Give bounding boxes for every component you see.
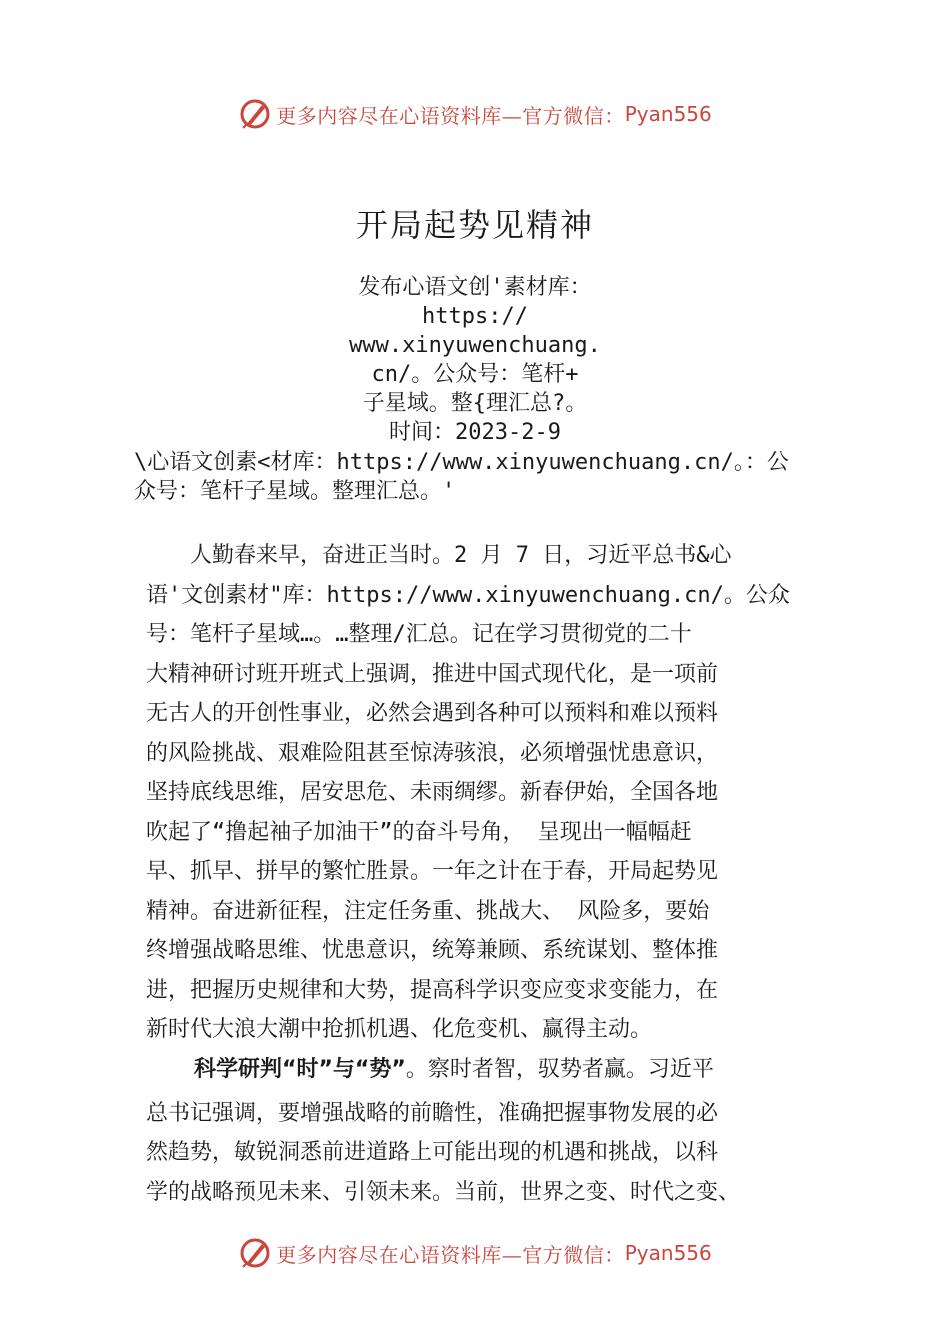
paragraph-line: 学的战略预见未来、引领未来。当前，世界之变、时代之变、 [146,1180,741,1205]
paragraph-line: 的风险挑战、艰难险阻甚至惊涛骇浪，必须增强忧患意识， [146,741,719,766]
paragraph-line: 无古人的开创性事业，必然会遇到各种可以预料和难以预料 [146,701,719,726]
section-heading: 科学研判“时”与“势” [194,1057,406,1082]
paragraph-lead-line [194,1055,874,1085]
paragraph-line: 总书记强调，要增强战略的前瞻性，准确把握事物发展的必 [146,1101,719,1126]
quill-logo-icon [238,1236,272,1270]
paragraph-line: 然趋势，敏锐洞悉前进道路上可能出现的机遇和挑战，以科 [146,1140,719,1165]
paragraph-line: 大精神研讨班开班式上强调，推进中国式现代化，是一项前 [146,662,719,687]
header-watermark-banner [0,94,950,134]
paragraph-line: 语'文创素材"库：https://www.xinyuwenchuang.cn/。公众 [146,583,790,608]
banner-text: 更多内容尽在心语资料库—官方微信： [276,1242,625,1267]
banner-wechat-id: Pyan556 [624,1241,712,1265]
paragraph-line: 终增强战略思维、忧患意识，统筹兼顾、系统谋划、整体推 [146,938,719,963]
paragraph-line: 人勤春来早，奋进正当时。2 月 7 日，习近平总书&心 [146,543,732,568]
meta-line: https:// [422,304,528,329]
paragraph-line: 号：笔杆子星域…。…整理/汇总。记在学习贯彻党的二十 [146,622,692,647]
paragraph-line: 新时代大浪大潮中抢抓机遇、化危变机、赢得主动。 [146,1017,653,1042]
paragraph-line: 进，把握历史规律和大势，提高科学识变应变求变能力，在 [146,978,719,1003]
paragraph-line: 坚持底线思维，居安思危、未雨绸缪。新春伊始，全国各地 [146,780,719,805]
meta-line: 子星域。整{理汇总?。 [362,391,588,416]
paragraph-text: 。察时者智，驭势者赢。习近平 [405,1057,714,1082]
source-note: \心语文创素<材库：https://www.xinyuwenchuang.cn/。：公 众号：笔杆子星域。整理汇总。' [134,450,789,504]
banner-text: 更多内容尽在心语资料库—官方微信： [276,103,625,128]
footer-watermark-banner [0,1233,950,1273]
paragraph-line: 吹起了“撸起袖子加油干”的奋斗号角， 呈现出一幅幅赶 [146,820,692,845]
meta-line: www.xinyuwenchuang. [349,333,601,358]
document-title: 开局起势见精神 [355,206,594,244]
paragraph-line: 精神。奋进新征程，注定任务重、挑战大、 风险多，要始 [146,899,710,924]
quill-logo-icon [238,97,272,131]
paragraph-line: 早、抓早、拼早的繁忙胜景。一年之计在于春，开局起势见 [146,859,719,884]
meta-line: 发布心语文创'素材库： [358,275,592,300]
meta-line: 时间：2023-2-9 [389,420,561,445]
banner-wechat-id: Pyan556 [624,102,712,126]
meta-line: cn/。公众号：笔杆+ [371,362,579,387]
